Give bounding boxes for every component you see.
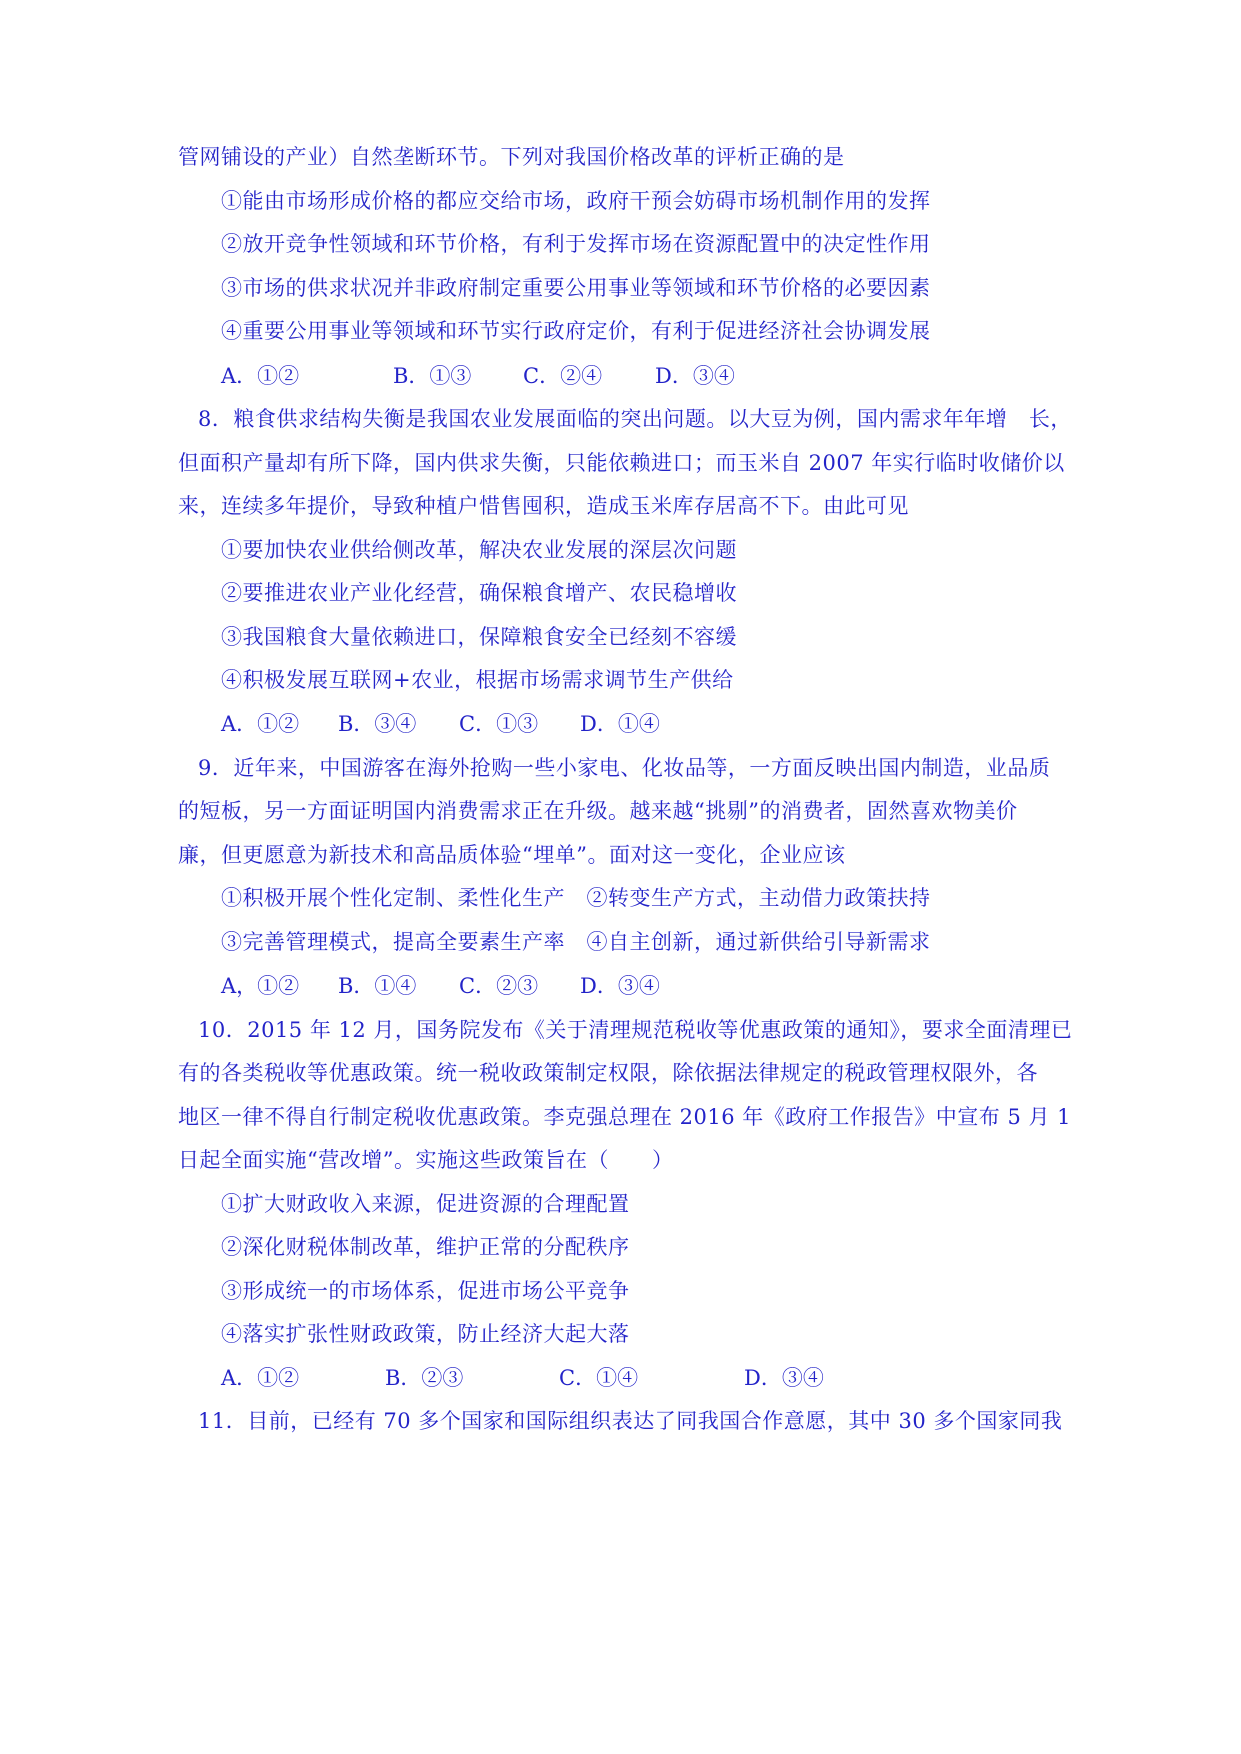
q8-option-d: D．①④ <box>580 712 660 736</box>
q8-item-2: ②要推进农业产业化经营，确保粮食增产、农民稳增收 <box>221 581 737 605</box>
q10-stem-line-1: 10．2015 年 12 月，国务院发布《关于清理规范税收等优惠政策的通知》，要求全面清理已 <box>198 1018 1073 1042</box>
q9-option-c: C．②③ <box>459 974 539 998</box>
q8-stem-line-1: 8．粮食供求结构失衡是我国农业发展面临的突出问题。以大豆为例，国内需求年年增 长， <box>198 407 1072 431</box>
q8-option-a: A．①② <box>221 712 300 736</box>
q9-items-row-1: ①积极开展个性化定制、柔性化生产 ②转变生产方式，主动借力政策扶持 <box>221 886 931 910</box>
q7-option-a: A．①② <box>221 364 300 388</box>
q10-item-3: ③形成统一的市场体系，促进市场公平竞争 <box>221 1279 630 1303</box>
q9-stem-line-1: 9．近年来，中国游客在海外抢购一些小家电、化妆品等，一方面反映出国内制造，业品质 <box>198 756 1051 780</box>
q9-items-row-2: ③完善管理模式，提高全要素生产率 ④自主创新，通过新供给引导新需求 <box>221 930 931 954</box>
q8-item-1: ①要加快农业供给侧改革，解决农业发展的深层次问题 <box>221 538 737 562</box>
q9-option-a: A，①② <box>221 974 300 998</box>
q8-item-3: ③我国粮食大量依赖进口，保障粮食安全已经刻不容缓 <box>221 625 737 649</box>
q10-stem-line-2: 有的各类税收等优惠政策。统一税收政策制定权限，除依据法律规定的税政管理权限外，各 <box>178 1061 1038 1085</box>
q7-options <box>0 361 1241 391</box>
q10-item-4: ④落实扩张性财政政策，防止经济大起大落 <box>221 1322 630 1346</box>
q9-stem-line-2: 的短板，另一方面证明国内消费需求正在升级。越来越“挑剔”的消费者，固然喜欢物美价 <box>178 799 1018 823</box>
q9-stem-line-3: 廉，但更愿意为新技术和高品质体验“埋单”。面对这一变化，企业应该 <box>178 843 846 867</box>
q9-option-d: D．③④ <box>580 974 660 998</box>
q10-option-a: A．①② <box>221 1366 300 1390</box>
q9-option-b: B．①④ <box>338 974 417 998</box>
q9-options <box>0 971 1241 1001</box>
q10-option-d: D．③④ <box>744 1366 824 1390</box>
q10-options <box>0 1363 1241 1393</box>
q7-option-d: D．③④ <box>655 364 735 388</box>
q7-option-c: C．②④ <box>523 364 603 388</box>
q8-option-c: C．①③ <box>459 712 539 736</box>
q8-option-b: B．③④ <box>338 712 417 736</box>
q7-item-4: ④重要公用事业等领域和环节实行政府定价，有利于促进经济社会协调发展 <box>221 319 931 343</box>
q10-stem-line-4: 日起全面实施“营改增”。实施这些政策旨在（ ） <box>178 1148 674 1172</box>
q8-stem-line-3: 来，连续多年提价，导致种植户惜售囤积，造成玉米库存居高不下。由此可见 <box>178 494 909 518</box>
q8-stem-line-2: 但面积产量却有所下降，国内供求失衡，只能依赖进口；而玉米自 2007 年实行临时收储价以 <box>178 451 1065 475</box>
q10-item-2: ②深化财税体制改革，维护正常的分配秩序 <box>221 1235 630 1259</box>
q11-stem-line-1: 11．目前，已经有 70 多个国家和国际组织表达了同我国合作意愿，其中 30 多个国家同我 <box>198 1409 1063 1433</box>
q7-option-b: B．①③ <box>393 364 472 388</box>
q8-item-4: ④积极发展互联网+农业，根据市场需求调节生产供给 <box>221 668 734 692</box>
q8-options <box>0 709 1241 739</box>
q7-item-2: ②放开竞争性领域和环节价格，有利于发挥市场在资源配置中的决定性作用 <box>221 232 931 256</box>
q7-continuation: 管网铺设的产业）自然垄断环节。下列对我国价格改革的评析正确的是 <box>178 145 845 169</box>
q10-item-1: ①扩大财政收入来源，促进资源的合理配置 <box>221 1192 630 1216</box>
q10-option-c: C．①④ <box>559 1366 639 1390</box>
q10-option-b: B．②③ <box>385 1366 464 1390</box>
q10-stem-line-3: 地区一律不得自行制定税收优惠政策。李克强总理在 2016 年《政府工作报告》中宣布 5 月 1 <box>178 1105 1072 1129</box>
q7-item-1: ①能由市场形成价格的都应交给市场，政府干预会妨碍市场机制作用的发挥 <box>221 189 931 213</box>
q7-item-3: ③市场的供求状况并非政府制定重要公用事业等领域和环节价格的必要因素 <box>221 276 931 300</box>
